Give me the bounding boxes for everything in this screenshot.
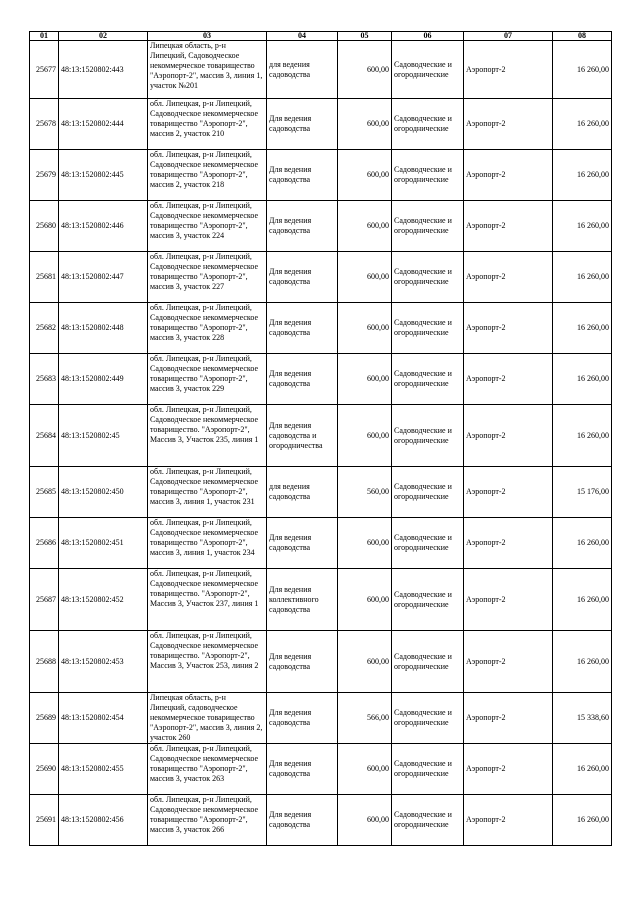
address-text: обл. Липецкая, р-н Липецкий, Садоводческое некоммерческое товарищество "Аэропорт-2", массив 3, участок 228: [150, 303, 259, 342]
header-cell: 03: [148, 32, 267, 41]
purpose-cell: Для ведения садоводства: [267, 150, 338, 201]
table-row: [30, 795, 612, 846]
header-cell: 08: [553, 32, 612, 41]
row-number: 25686: [30, 518, 59, 569]
purpose-cell: Для ведения садоводства: [267, 693, 338, 744]
address-text: обл. Липецкая, р-н Липецкий, Садоводческое некоммерческое товарищество "Аэропорт-2", массив 3, участок 266: [150, 795, 259, 834]
table-row: [30, 354, 612, 405]
zone-cell: Аэропорт-2: [464, 518, 553, 569]
address-text: обл. Липецкая, р-н Липецкий, Садоводческое некоммерческое товарищество "Аэропорт-2", массив 3, линия 1, участок 231: [150, 467, 259, 506]
value-cell: 16 260,00: [553, 201, 612, 252]
cadastral-number: 48:13:1520802:449: [59, 354, 148, 405]
value-cell: 16 260,00: [553, 354, 612, 405]
cadastral-number: 48:13:1520802:45: [59, 405, 148, 467]
table-row: [30, 252, 612, 303]
area-cell: 600,00: [338, 569, 392, 631]
value-cell: 15 176,00: [553, 467, 612, 518]
table-row: [30, 303, 612, 354]
value-cell: 16 260,00: [553, 303, 612, 354]
row-number: 25684: [30, 405, 59, 467]
cadastral-number: 48:13:1520802:451: [59, 518, 148, 569]
value-cell: 16 260,00: [553, 99, 612, 150]
value-cell: 15 338,60: [553, 693, 612, 744]
address-cell: [148, 99, 267, 150]
category-cell: Садоводческие и огороднические: [392, 744, 464, 795]
table-row: [30, 693, 612, 744]
purpose-cell: Для ведения садоводства: [267, 303, 338, 354]
value-cell: 16 260,00: [553, 41, 612, 99]
address-text: обл. Липецкая, р-н Липецкий, Садоводческое некоммерческое товарищество. "Аэропорт-2", Массив 3, Участок 237, линия 1: [150, 569, 259, 608]
address-text: обл. Липецкая, р-н Липецкий, Садоводческое некоммерческое товарищество. "Аэропорт-2", Массив 3, Участок 235, линия 1: [150, 405, 259, 444]
value-cell: 16 260,00: [553, 795, 612, 846]
category-cell: Садоводческие и огороднические: [392, 201, 464, 252]
purpose-cell: Для ведения садоводства: [267, 354, 338, 405]
header-cell: 06: [392, 32, 464, 41]
cadastral-number: 48:13:1520802:453: [59, 631, 148, 693]
purpose-cell: для ведения садоводства: [267, 41, 338, 99]
table-row: [30, 631, 612, 693]
category-cell: Садоводческие и огороднические: [392, 405, 464, 467]
category-cell: Садоводческие и огороднические: [392, 150, 464, 201]
table-row: [30, 201, 612, 252]
address-cell: [148, 631, 267, 693]
cadastral-number: 48:13:1520802:450: [59, 467, 148, 518]
zone-cell: Аэропорт-2: [464, 467, 553, 518]
zone-cell: Аэропорт-2: [464, 405, 553, 467]
header-cell: 05: [338, 32, 392, 41]
row-number: 25677: [30, 41, 59, 99]
category-cell: Садоводческие и огороднические: [392, 41, 464, 99]
purpose-cell: Для ведения садоводства: [267, 631, 338, 693]
row-number: 25689: [30, 693, 59, 744]
zone-cell: Аэропорт-2: [464, 795, 553, 846]
area-cell: 600,00: [338, 303, 392, 354]
category-cell: Садоводческие и огороднические: [392, 467, 464, 518]
category-cell: Садоводческие и огороднические: [392, 569, 464, 631]
area-cell: 600,00: [338, 795, 392, 846]
purpose-cell: Для ведения коллективного садоводства: [267, 569, 338, 631]
purpose-cell: Для ведения садоводства: [267, 201, 338, 252]
address-text: обл. Липецкая, р-н Липецкий, Садоводческое некоммерческое товарищество "Аэропорт-2", массив 3, участок 227: [150, 252, 259, 291]
value-cell: 16 260,00: [553, 518, 612, 569]
address-text: обл. Липецкая, р-н Липецкий, Садоводческое некоммерческое товарищество "Аэропорт-2", массив 2, участок 210: [150, 99, 259, 138]
cadastral-number: 48:13:1520802:454: [59, 693, 148, 744]
category-cell: Садоводческие и огороднические: [392, 693, 464, 744]
address-text: обл. Липецкая, р-н Липецкий, Садоводческое некоммерческое товарищество "Аэропорт-2", массив 2, участок 218: [150, 150, 259, 189]
value-cell: 16 260,00: [553, 569, 612, 631]
value-cell: 16 260,00: [553, 631, 612, 693]
purpose-cell: для ведения садоводства: [267, 467, 338, 518]
zone-cell: Аэропорт-2: [464, 693, 553, 744]
purpose-cell: Для ведения садоводства: [267, 744, 338, 795]
table-row: [30, 467, 612, 518]
row-number: 25690: [30, 744, 59, 795]
header-row: [30, 32, 612, 41]
address-cell: [148, 41, 267, 99]
header-cell: 02: [59, 32, 148, 41]
address-cell: [148, 569, 267, 631]
table-row: [30, 41, 612, 99]
address-cell: [148, 303, 267, 354]
cadastral-number: 48:13:1520802:446: [59, 201, 148, 252]
zone-cell: Аэропорт-2: [464, 354, 553, 405]
cadastral-number: 48:13:1520802:445: [59, 150, 148, 201]
cadastral-number: 48:13:1520802:447: [59, 252, 148, 303]
row-number: 25685: [30, 467, 59, 518]
zone-cell: Аэропорт-2: [464, 569, 553, 631]
row-number: 25691: [30, 795, 59, 846]
area-cell: 560,00: [338, 467, 392, 518]
cadastral-number: 48:13:1520802:443: [59, 41, 148, 99]
area-cell: 600,00: [338, 354, 392, 405]
header-cell: 01: [30, 32, 59, 41]
register-table: [29, 31, 612, 846]
area-cell: 600,00: [338, 518, 392, 569]
row-number: 25687: [30, 569, 59, 631]
zone-cell: Аэропорт-2: [464, 631, 553, 693]
header-cell: 07: [464, 32, 553, 41]
row-number: 25680: [30, 201, 59, 252]
zone-cell: Аэропорт-2: [464, 744, 553, 795]
zone-cell: Аэропорт-2: [464, 99, 553, 150]
table-row: [30, 744, 612, 795]
purpose-cell: Для ведения садоводства и огородничества: [267, 405, 338, 467]
area-cell: 600,00: [338, 744, 392, 795]
address-cell: [148, 252, 267, 303]
row-number: 25681: [30, 252, 59, 303]
table-row: [30, 569, 612, 631]
row-number: 25683: [30, 354, 59, 405]
cadastral-number: 48:13:1520802:444: [59, 99, 148, 150]
address-cell: [148, 744, 267, 795]
area-cell: 566,00: [338, 693, 392, 744]
category-cell: Садоводческие и огороднические: [392, 795, 464, 846]
value-cell: 16 260,00: [553, 744, 612, 795]
zone-cell: Аэропорт-2: [464, 252, 553, 303]
row-number: 25688: [30, 631, 59, 693]
category-cell: Садоводческие и огороднические: [392, 303, 464, 354]
row-number: 25682: [30, 303, 59, 354]
cadastral-number: 48:13:1520802:448: [59, 303, 148, 354]
area-cell: 600,00: [338, 201, 392, 252]
address-text: обл. Липецкая, р-н Липецкий, Садоводческое некоммерческое товарищество "Аэропорт-2", массив 3, участок 263: [150, 744, 259, 783]
table-row: [30, 99, 612, 150]
address-cell: [148, 693, 267, 744]
row-number: 25679: [30, 150, 59, 201]
cadastral-number: 48:13:1520802:452: [59, 569, 148, 631]
address-text: Липецкая область, р-н Липецкий, Садоводческое некоммерческое товарищество "Аэропорт-2", массив 3, линия 1, участок №201: [150, 41, 263, 90]
category-cell: Садоводческие и огороднические: [392, 99, 464, 150]
value-cell: 16 260,00: [553, 252, 612, 303]
area-cell: 600,00: [338, 99, 392, 150]
value-cell: 16 260,00: [553, 150, 612, 201]
purpose-cell: Для ведения садоводства: [267, 795, 338, 846]
area-cell: 600,00: [338, 252, 392, 303]
category-cell: Садоводческие и огороднические: [392, 354, 464, 405]
area-cell: 600,00: [338, 631, 392, 693]
zone-cell: Аэропорт-2: [464, 150, 553, 201]
purpose-cell: Для ведения садоводства: [267, 99, 338, 150]
table-row: [30, 150, 612, 201]
category-cell: Садоводческие и огороднические: [392, 252, 464, 303]
purpose-cell: Для ведения садоводства: [267, 518, 338, 569]
address-cell: [148, 354, 267, 405]
address-text: обл. Липецкая, р-н Липецкий, Садоводческое некоммерческое товарищество. "Аэропорт-2", Массив 3, Участок 253, линия 2: [150, 631, 259, 670]
row-number: 25678: [30, 99, 59, 150]
table-row: [30, 405, 612, 467]
address-text: обл. Липецкая, р-н Липецкий, Садоводческое некоммерческое товарищество "Аэропорт-2", массив 3, линия 1, участок 234: [150, 518, 259, 557]
address-cell: [148, 518, 267, 569]
address-text: обл. Липецкая, р-н Липецкий, Садоводческое некоммерческое товарищество "Аэропорт-2", массив 3, участок 229: [150, 354, 259, 393]
table-row: [30, 518, 612, 569]
area-cell: 600,00: [338, 405, 392, 467]
header-cell: 04: [267, 32, 338, 41]
address-cell: [148, 150, 267, 201]
address-text: обл. Липецкая, р-н Липецкий, Садоводческое некоммерческое товарищество "Аэропорт-2", массив 3, участок 224: [150, 201, 259, 240]
address-cell: [148, 201, 267, 252]
purpose-cell: Для ведения садоводства: [267, 252, 338, 303]
zone-cell: Аэропорт-2: [464, 201, 553, 252]
zone-cell: Аэропорт-2: [464, 41, 553, 99]
cadastral-number: 48:13:1520802:456: [59, 795, 148, 846]
category-cell: Садоводческие и огороднические: [392, 518, 464, 569]
address-cell: [148, 795, 267, 846]
cadastral-number: 48:13:1520802:455: [59, 744, 148, 795]
address-text: Липецкая область, р-н Липецкий, садоводческое некоммерческое товарищество "Аэропорт-2", массив 3, линия 2, участок 260: [150, 693, 263, 742]
area-cell: 600,00: [338, 150, 392, 201]
value-cell: 16 260,00: [553, 405, 612, 467]
category-cell: Садоводческие и огороднические: [392, 631, 464, 693]
address-cell: [148, 405, 267, 467]
address-cell: [148, 467, 267, 518]
zone-cell: Аэропорт-2: [464, 303, 553, 354]
area-cell: 600,00: [338, 41, 392, 99]
